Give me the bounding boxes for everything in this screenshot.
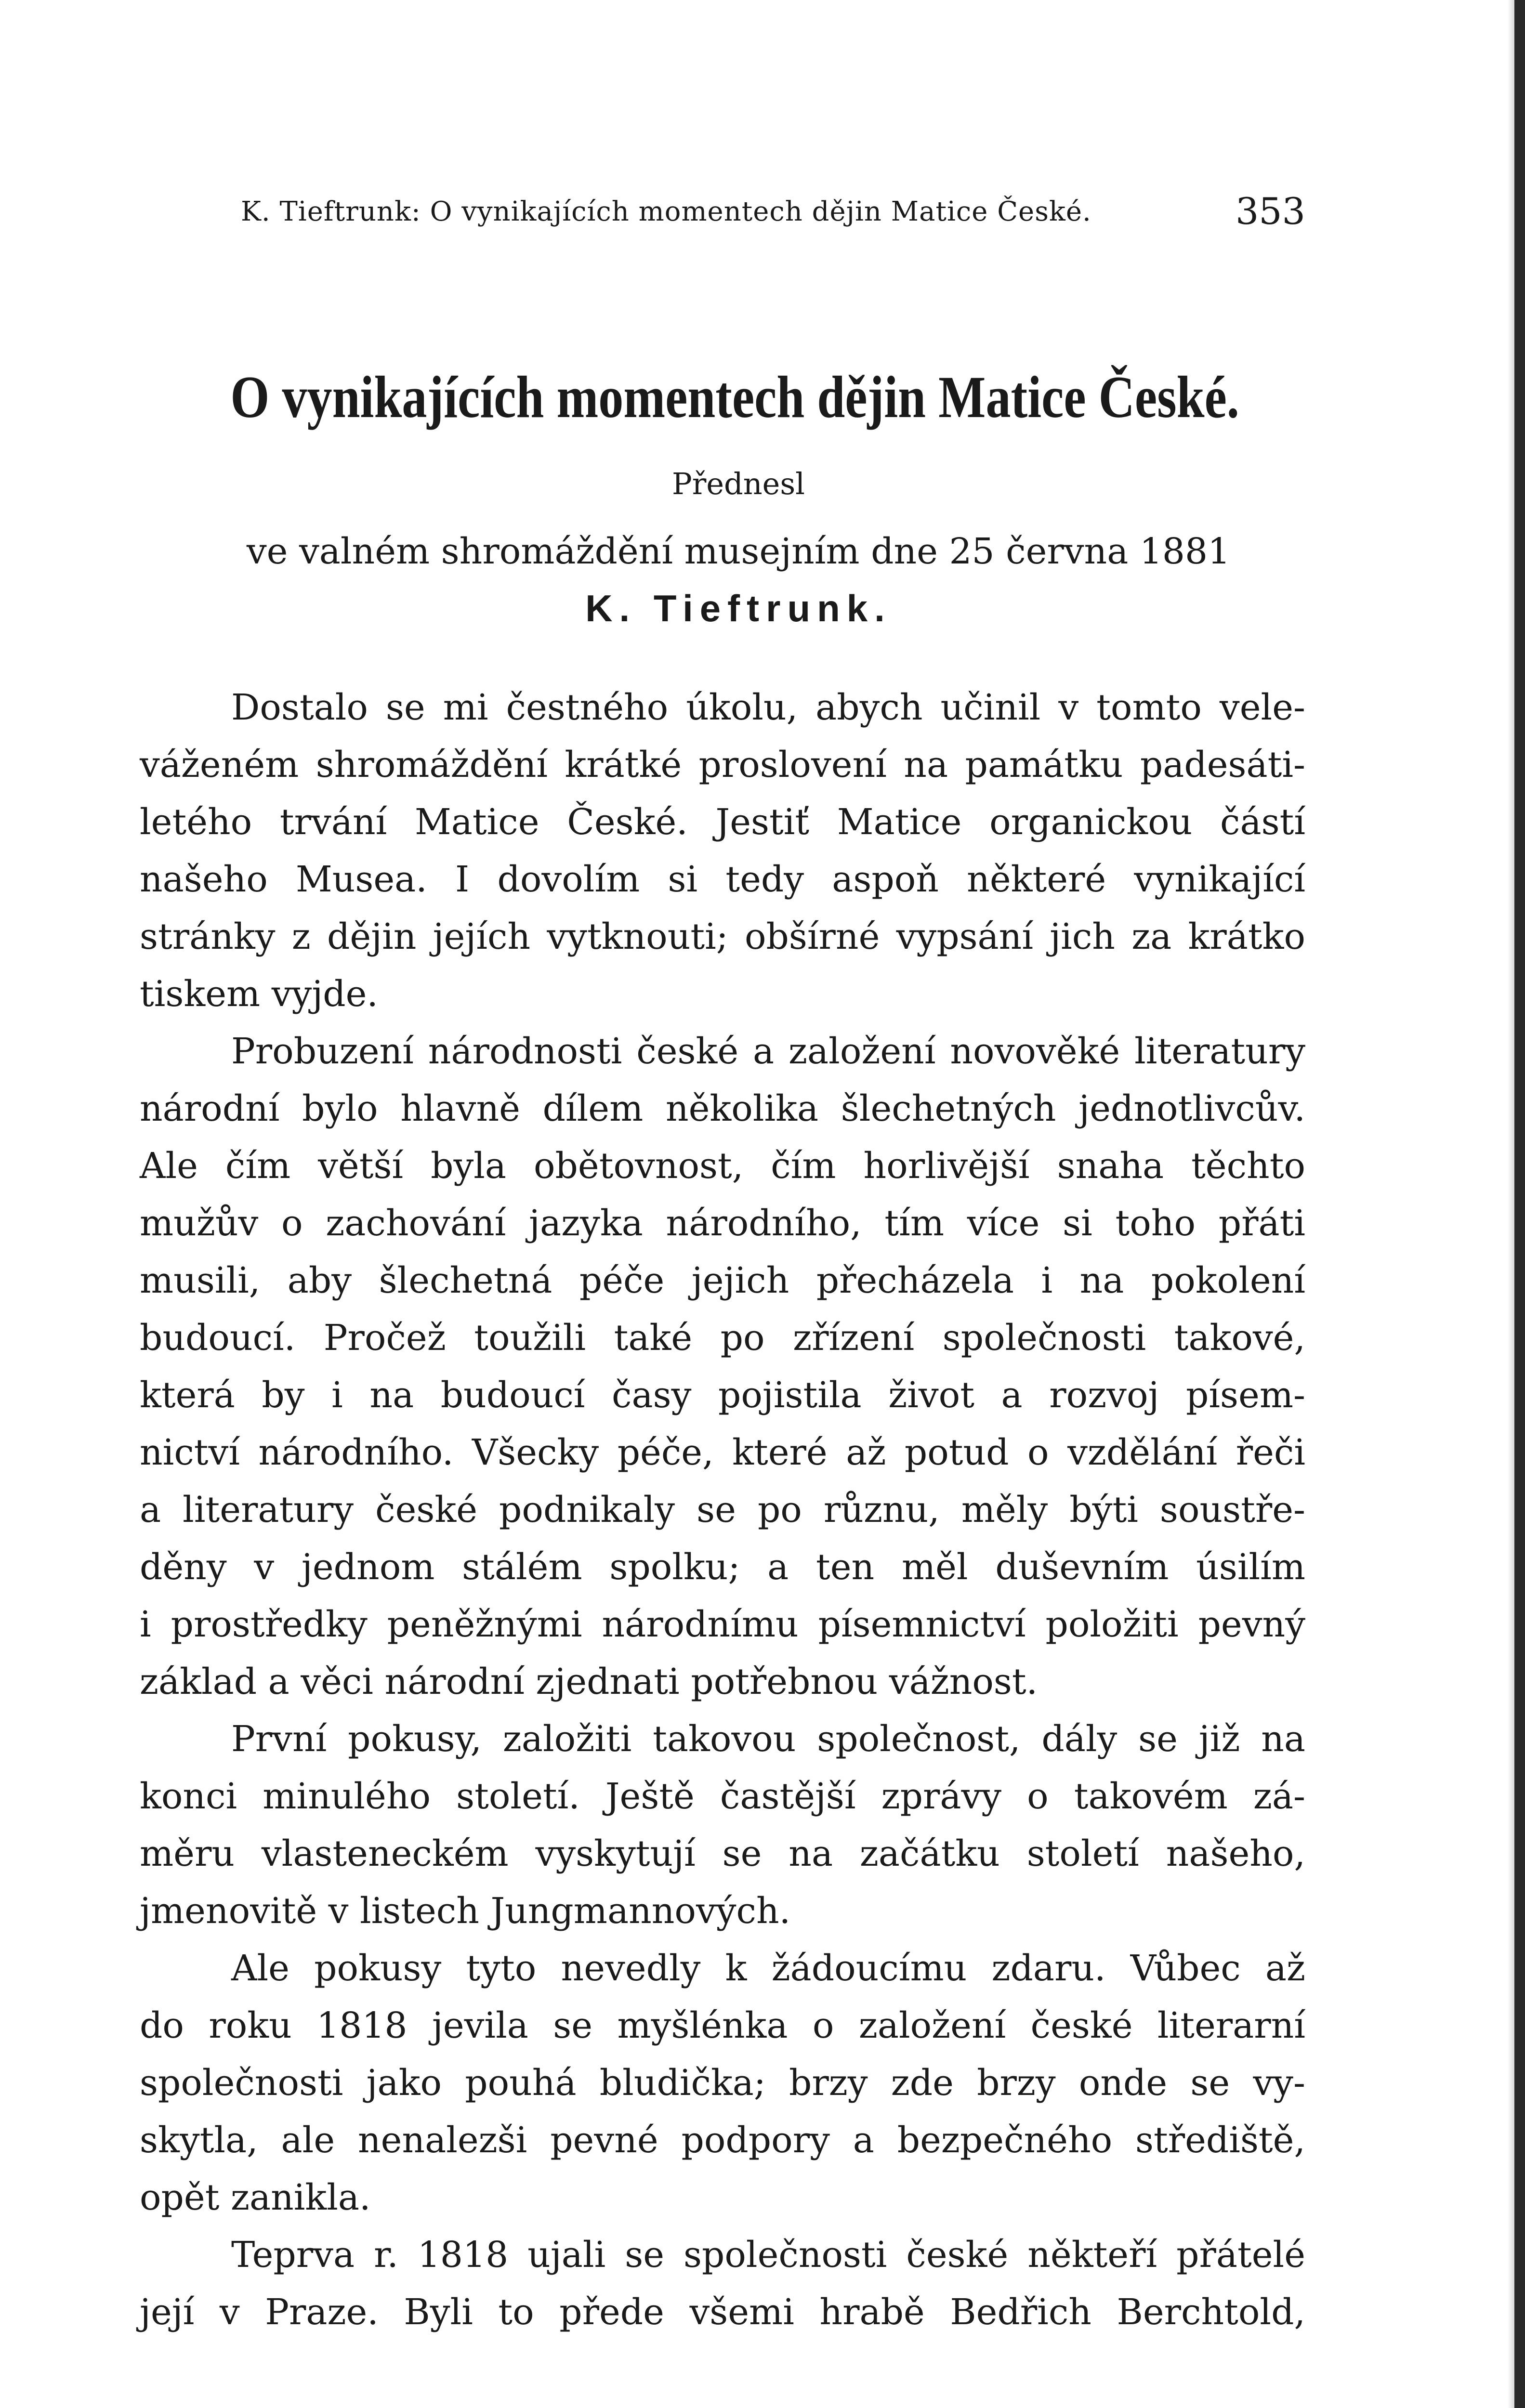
text-line: Teprva r. 1818 ujali se společnosti české někteří přátelé bbox=[231, 2234, 1305, 2276]
running-header bbox=[241, 190, 1305, 238]
text-line: do roku 1818 jevila se myšlénka o založení české literarní bbox=[140, 2005, 1305, 2046]
running-title: K. Tieftrunk: O vynikajících momentech dějin Matice České. bbox=[241, 196, 1091, 227]
text-line: měru vlasteneckém vyskytují se na začátku století našeho, bbox=[140, 1833, 1305, 1874]
text-line: a literatury české podnikaly se po různu, měly býti soustře- bbox=[140, 1489, 1305, 1531]
text-line: národní bylo hlavně dílem několika šlechetných jednotlivcův. bbox=[140, 1088, 1305, 1129]
paragraph-5 bbox=[140, 2226, 1305, 2341]
paragraph-3 bbox=[140, 1711, 1305, 1940]
text-line: mužův o zachování jazyka národního, tím více si toho přáti bbox=[140, 1203, 1305, 1244]
text-line: základ a věci národní zjednati potřebnou vážnost. bbox=[140, 1661, 1038, 1702]
byline-event: ve valném shromáždění musejním dne 25 června 1881 bbox=[246, 531, 1231, 572]
text-line: Ale pokusy tyto nevedly k žádoucímu zdaru. Vůbec až bbox=[231, 1948, 1305, 1989]
text-line: i prostředky peněžnými národnímu písemnictví položiti pevný bbox=[140, 1604, 1305, 1645]
text-line: tiskem vyjde. bbox=[140, 973, 378, 1015]
text-line: První pokusy, založiti takovou společnost, dály se již na bbox=[231, 1718, 1305, 1760]
text-line: našeho Musea. I dovolím si tedy aspoň některé vynikající bbox=[140, 859, 1305, 900]
text-line: její v Praze. Byli to přede všemi hrabě Bedřich Berchtold, bbox=[140, 2291, 1305, 2333]
text-line: opět zanikla. bbox=[140, 2177, 371, 2218]
text-line: stránky z dějin jejích vytknouti; obšírné vypsání jich za krátko bbox=[140, 916, 1305, 957]
text-line: děny v jednom stálém spolku; a ten měl duševním úsilím bbox=[140, 1546, 1305, 1588]
text-line: Dostalo se mi čestného úkolu, abych učinil v tomto vele- bbox=[231, 687, 1305, 728]
text-line: jmenovitě v listech Jungmannových. bbox=[140, 1890, 791, 1932]
text-line: musili, aby šlechetná péče jejich přecházela i na pokolení bbox=[140, 1260, 1305, 1301]
article-title: O vynikajících momentech dějin Matice České. bbox=[230, 364, 1239, 430]
text-line: Probuzení národnosti české a založení novověké literatury bbox=[231, 1031, 1305, 1072]
paragraph-1 bbox=[140, 679, 1305, 1023]
text-line: nictví národního. Všecky péče, které až potud o vzdělání řeči bbox=[140, 1432, 1305, 1473]
byline-label: Přednesl bbox=[671, 466, 805, 501]
text-line: která by i na budoucí časy pojistila život a rozvoj písem- bbox=[140, 1374, 1305, 1416]
page-number: 353 bbox=[1235, 190, 1305, 233]
text-line: skytla, ale nenalezši pevné podpory a bezpečného střediště, bbox=[140, 2120, 1305, 2161]
text-line: Ale čím větší byla obětovnost, čím horlivější snaha těchto bbox=[140, 1145, 1305, 1187]
page-edge bbox=[1514, 0, 1525, 2408]
text-line: váženém shromáždění krátké proslovení na památku padesáti- bbox=[140, 744, 1305, 785]
text-line: letého trvání Matice České. Jestiť Matice organickou částí bbox=[140, 801, 1305, 843]
byline-author: K. Tieftrunk. bbox=[585, 587, 892, 629]
paragraph-4 bbox=[140, 1940, 1305, 2226]
article-body bbox=[140, 679, 1305, 2341]
text-line: konci minulého století. Ještě častější zprávy o takovém zá- bbox=[140, 1776, 1305, 1817]
page-edge-shadow bbox=[1508, 0, 1514, 2408]
text-line: společnosti jako pouhá bludička; brzy zde brzy onde se vy- bbox=[140, 2062, 1305, 2104]
paragraph-2 bbox=[140, 1023, 1305, 1711]
text-line: budoucí. Pročež toužili také po zřízení společnosti takové, bbox=[140, 1317, 1305, 1359]
